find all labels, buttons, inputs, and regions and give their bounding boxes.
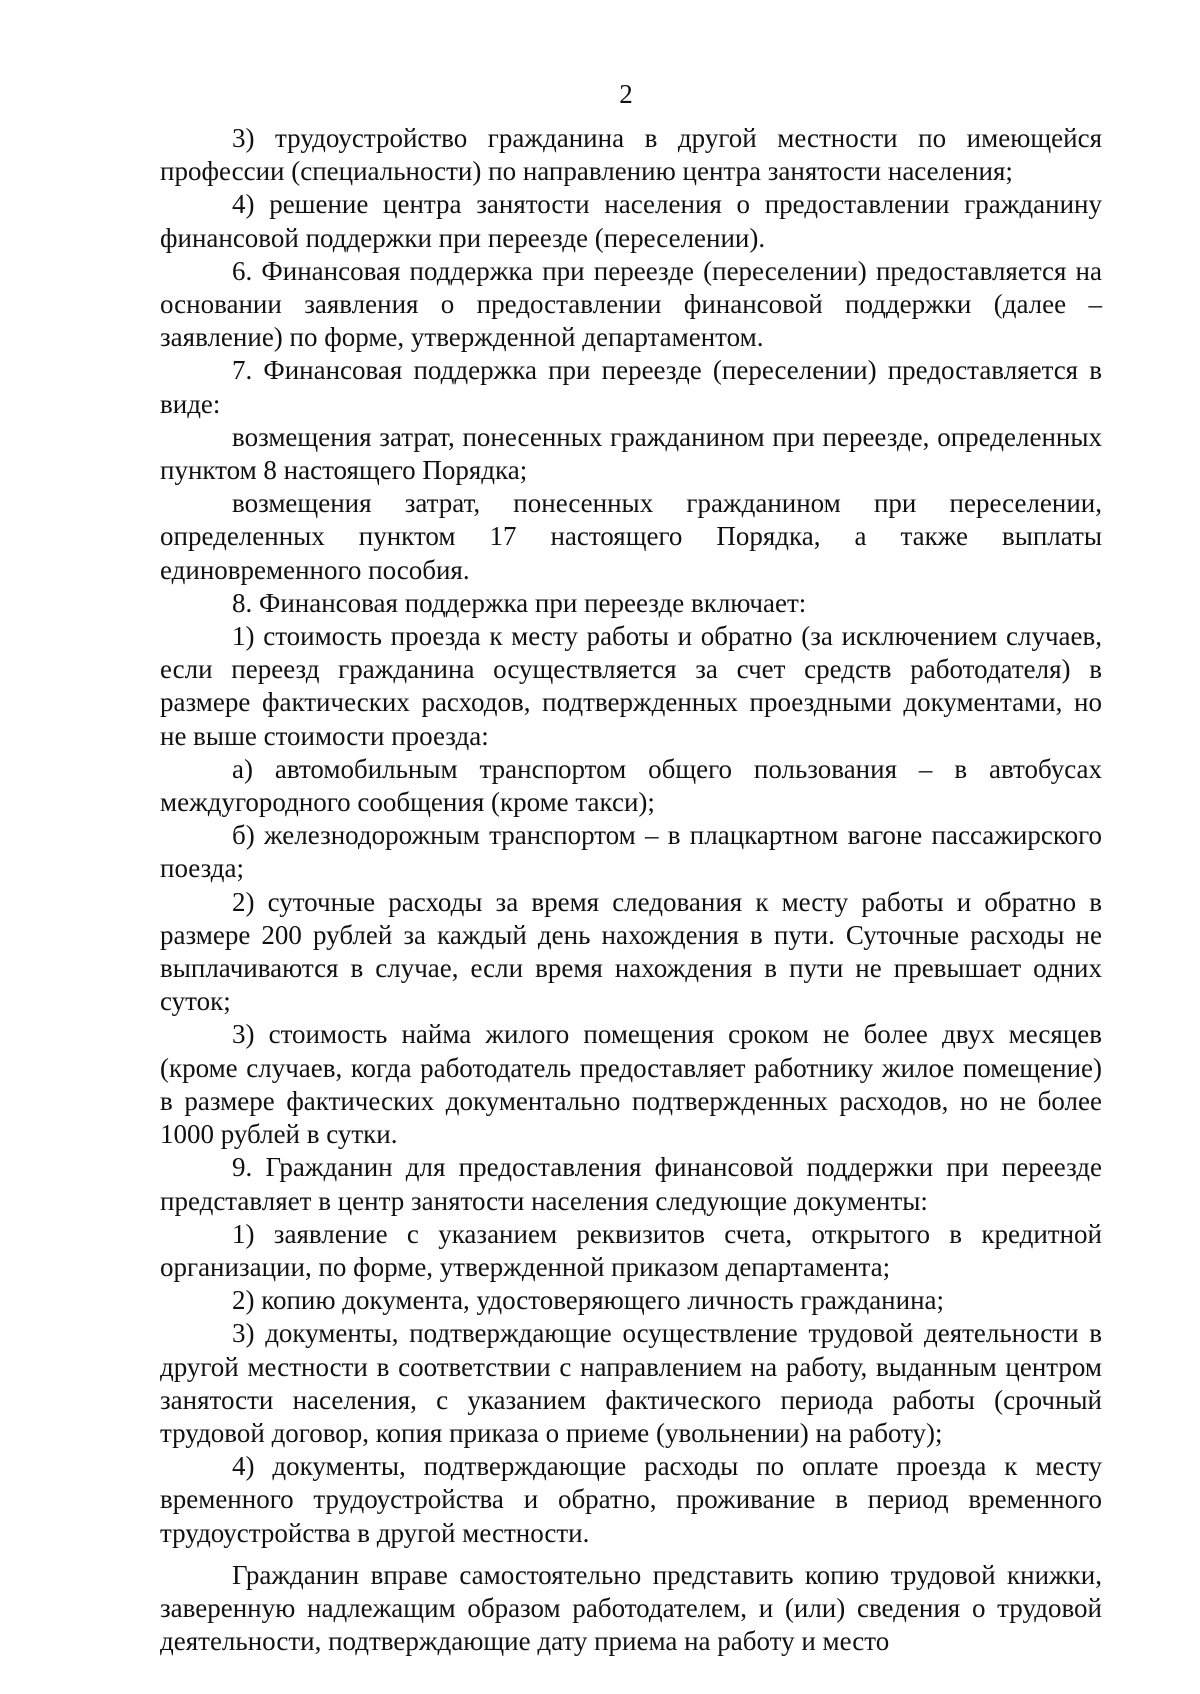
paragraph-clause-8-subitem-a: а) автомобильным транспортом общего пользования – в автобусах междугородного сообщения (кроме такси); bbox=[160, 753, 1102, 818]
paragraph-clause-7: 7. Финансовая поддержка при переезде (переселении) предоставляется в виде: bbox=[160, 355, 1102, 419]
paragraph-work-record-note: Гражданин вправе самостоятельно представить копию трудовой книжки, заверенную надлежащим образом работодателем, и (или) сведения о трудовой деятельности, подтверждающие дату приема на работу и место bbox=[160, 1559, 1102, 1657]
document-body bbox=[160, 122, 1102, 1658]
paragraph-clause-6: 6. Финансовая поддержка при переезде (переселении) предоставляется на основании заявления о предоставлении финансовой поддержки (далее – заявление) по форме, утвержденной департаментом. bbox=[160, 255, 1102, 353]
page-number: 2 bbox=[619, 79, 633, 109]
paragraph-clause-9-item-2: 2) копию документа, удостоверяющего личность гражданина; bbox=[232, 1285, 945, 1316]
paragraph-clause-7-relocation-costs: возмещения затрат, понесенных гражданином при переезде, определенных пунктом 8 настоящего Порядка; bbox=[160, 421, 1102, 486]
paragraph-clause-7-resettlement-costs: возмещения затрат, понесенных гражданином при переселении, определенных пунктом 17 настоящего Порядка, а также выплаты единовременного пособия. bbox=[160, 488, 1102, 585]
paragraph-clause-9-item-4: 4) документы, подтверждающие расходы по оплате проезда к месту временного трудоустройства и обратно, проживание в период временного трудоустройства в другой местности. bbox=[160, 1451, 1102, 1548]
paragraph-clause-9-item-1: 1) заявление с указанием реквизитов счета, открытого в кредитной организации, по форме, утвержденной приказом департамента; bbox=[160, 1218, 1102, 1282]
paragraph-item-3-employment: 3) трудоустройство гражданина в другой местности по имеющейся профессии (специальности) по направлению центра занятости населения; bbox=[160, 123, 1102, 187]
paragraph-clause-9-item-3: 3) документы, подтверждающие осуществление трудовой деятельности в другой местности в соответствии с направлением на работу, выданным центром занятости населения, с указанием фактического периода работы (срочный трудовой договор, копия приказа о приеме (увольнении) на работу); bbox=[160, 1318, 1102, 1448]
paragraph-item-4-decision: 4) решение центра занятости населения о предоставлении гражданину финансовой поддержки при переезде (переселении). bbox=[160, 189, 1102, 253]
paragraph-clause-9: 9. Гражданин для предоставления финансовой поддержки при переезде представляет в центр занятости населения следующие документы: bbox=[160, 1152, 1102, 1216]
paragraph-clause-8: 8. Финансовая поддержка при переезде включает: bbox=[232, 587, 807, 618]
paragraph-clause-8-item-1: 1) стоимость проезда к месту работы и обратно (за исключением случаев, если переезд гражданина осуществляется за счет средств работодателя) в размере фактических расходов, подтвержденных проездными документами, но не выше стоимости проезда: bbox=[160, 621, 1102, 751]
paragraph-clause-8-item-3: 3) стоимость найма жилого помещения сроком не более двух месяцев (кроме случаев, когда работодатель предоставляет работнику жилое помещение) в размере фактических документально подтвержденных расходов, но не более 1000 рублей в сутки. bbox=[160, 1019, 1102, 1150]
paragraph-clause-8-item-2: 2) суточные расходы за время следования к месту работы и обратно в размере 200 рублей за каждый день нахождения в пути. Суточные расходы не выплачиваются в случае, если время нахождения в пути не превышает одних суток; bbox=[160, 886, 1102, 1017]
paragraph-clause-8-subitem-b: б) железнодорожным транспортом – в плацкартном вагоне пассажирского поезда; bbox=[160, 820, 1102, 884]
